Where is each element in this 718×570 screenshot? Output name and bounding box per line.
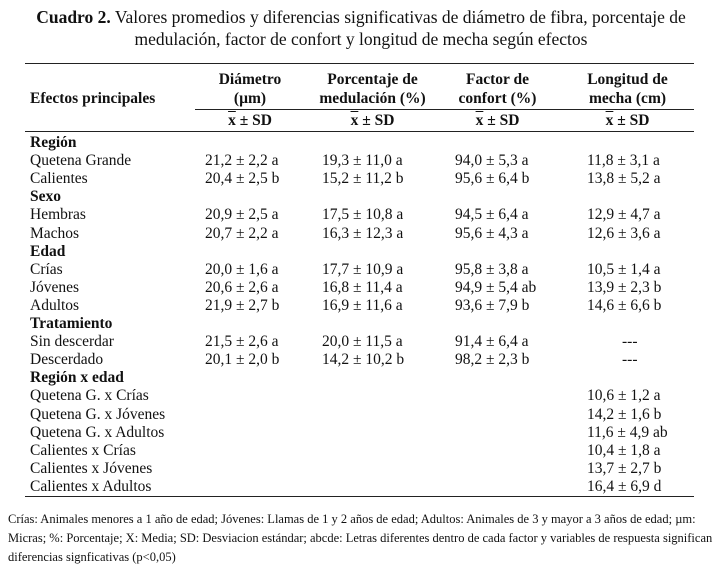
table-row [0,351,718,369]
table-cell: 91,4 ± 6,4 a [455,333,529,351]
row-label: Sin descerdar [30,333,114,351]
table-cell: 10,4 ± 1,8 a [587,441,661,459]
row-label: Machos [30,224,80,242]
table-cell: 21,9 ± 2,7 b [205,296,280,314]
table-caption [8,6,714,50]
table-row [0,333,718,351]
header-col-line1: Diámetro [218,71,282,88]
table-cell: 16,9 ± 11,6 a [322,296,403,314]
table-row [0,261,718,279]
table-row [0,387,718,405]
group-row [0,243,718,261]
table-row [0,442,718,460]
group-row [0,134,718,152]
stat-label-medulacion: $\overline{x}$ ± SD [350,112,395,129]
table-row [0,225,718,243]
table-cell: 95,6 ± 6,4 b [455,170,530,188]
table-cell: 93,6 ± 7,9 b [455,296,530,314]
table-cell: 20,1 ± 2,0 b [205,351,280,369]
group-row [0,315,718,333]
table-cell: 10,6 ± 1,2 a [587,387,661,405]
table-cell: 13,8 ± 5,2 a [587,170,661,188]
stat-label-diametro: $\overline{x}$ ± SD [228,112,272,129]
table-cell: 14,2 ± 10,2 b [322,351,405,369]
row-label: Hembras [30,206,86,224]
row-label: Crías [30,260,63,278]
row-label: Quetena G. x Crías [30,387,149,405]
header-col-medulacion [305,70,440,108]
table-cell: 11,8 ± 3,1 a [587,152,660,170]
row-label: Jóvenes [30,278,80,296]
row-label: Calientes x Jóvenes [30,459,153,477]
table-cell: 21,5 ± 2,6 a [205,333,279,351]
header-col-line2: confort (%) [458,90,537,107]
table-cell: 14,6 ± 6,6 b [587,296,662,314]
header-col-confort [440,70,555,108]
table-cell: 94,9 ± 5,4 ab [455,278,537,296]
group-label: Región [30,134,77,151]
header-col-diametro [195,70,305,108]
table-footnote: Crías: Animales menores a 1 año de edad; Jóvenes: Llamas de 1 y 2 años de edad; Adultos: Animales de 3 y mayor a 3 años de edad; µm: Micras; %: Porcentaje; X: Media; SD: Desviacion estándar; abcde: Letras diferentes dentro de cada factor y variables de respuesta significan diferencias signficativas (p<0,05) [8,512,713,564]
table-cell: 14,2 ± 1,6 b [587,405,662,423]
row-label: Descerdado [30,351,104,369]
table-cell: 94,5 ± 6,4 a [455,206,529,224]
header-col-line2: medulación (%) [319,90,426,107]
table-cell: 12,6 ± 3,6 a [587,224,661,242]
header-col-line1: Longitud de [587,71,668,88]
group-label: Sexo [30,188,61,206]
table-cell: 10,5 ± 1,4 a [587,260,661,278]
row-label: Calientes x Crías [30,441,136,459]
header-col-longitud [565,70,690,108]
bottom-rule [25,496,694,497]
group-label: Tratamiento [30,315,113,332]
header-bottom-rule [25,131,694,132]
table-row [0,279,718,297]
table-cell: 16,3 ± 12,3 a [322,224,404,242]
row-label: Adultos [30,296,80,314]
table-cell: 11,6 ± 4,9 ab [587,423,668,441]
group-label: Edad [30,242,66,260]
table-cell: 16,8 ± 11,4 a [322,278,403,296]
table-cell: --- [622,351,638,369]
stat-label-longitud: $\overline{x}$ ± SD [605,112,650,129]
table-cell: 15,2 ± 11,2 b [322,170,404,188]
header-col-line2: (µm) [233,90,267,107]
header-col-line1: Factor de [466,71,529,88]
table-cell: 94,0 ± 5,3 a [455,152,529,170]
table-row [0,406,718,424]
table-cell: 17,7 ± 10,9 a [322,260,404,278]
table-cell: 21,2 ± 2,2 a [205,152,279,170]
table-row [0,478,718,496]
table-row [0,152,718,170]
table-row [0,170,718,188]
group-row [0,188,718,206]
group-label: Región x edad [30,369,124,387]
stat-label-confort: $\overline{x}$ ± SD [475,112,520,129]
table-cell: 13,7 ± 2,7 b [587,459,662,477]
table-cell: 20,9 ± 2,5 a [205,206,279,224]
table-cell: 95,8 ± 3,8 a [455,260,529,278]
header-row-label: Efectos principales [30,90,156,107]
row-label: Quetena Grande [30,152,132,170]
top-rule [25,63,694,64]
table-cell: 17,5 ± 10,8 a [322,206,404,224]
table-cell: --- [622,333,638,351]
row-label: Quetena G. x Jóvenes [30,405,166,423]
table-row [0,297,718,315]
caption-text: Valores promedios y diferencias significativas de diámetro de fibra, porcentaje de medulación, factor de confort y longitud de mecha según efectos [114,7,686,49]
table-cell: 16,4 ± 6,9 d [587,477,662,495]
header-col-line2: mecha (cm) [588,90,667,107]
table-cell: 20,4 ± 2,5 b [205,170,280,188]
row-label: Calientes x Adultos [30,477,152,495]
table-cell: 20,0 ± 11,5 a [322,333,403,351]
table-cell: 20,0 ± 1,6 a [205,260,279,278]
table-cell: 95,6 ± 4,3 a [455,224,529,242]
group-row [0,369,718,387]
table-cell: 13,9 ± 2,3 b [587,278,662,296]
table-row [0,424,718,442]
table-row [0,460,718,478]
row-label: Quetena G. x Adultos [30,423,165,441]
table-row [0,206,718,224]
table-cell: 98,2 ± 2,3 b [455,351,530,369]
caption-number: Cuadro 2. [36,7,111,27]
table-cell: 20,7 ± 2,2 a [205,224,279,242]
row-label: Calientes [30,170,88,188]
table-cell: 12,9 ± 4,7 a [587,206,661,224]
header-mid-rule [195,109,694,110]
header-col-line1: Porcentaje de [327,71,418,88]
table-cell: 20,6 ± 2,6 a [205,278,279,296]
table-cell: 19,3 ± 11,0 a [322,152,403,170]
